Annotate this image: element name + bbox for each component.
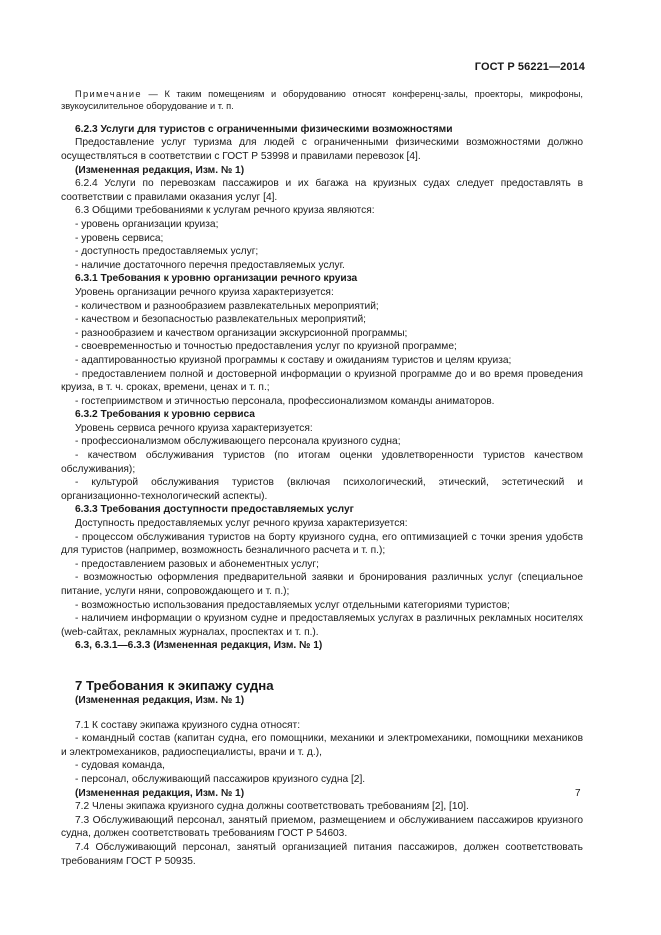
paragraph-7-1: 7.1 К составу экипажа круизного судна относят: [75, 719, 301, 731]
page-body [61, 88, 583, 868]
heading-6-3-3: 6.3.3 Требования доступности предоставляемых услуг [75, 504, 354, 516]
amendment-7-1: (Измененная редакция, Изм. № 1) [75, 787, 245, 799]
amendment-6-2-3: (Измененная редакция, Изм. № 1) [75, 164, 245, 176]
page-number: 7 [575, 788, 581, 799]
list-item: - предоставлением разовых и абонементных услуг; [75, 558, 319, 570]
note [61, 88, 583, 113]
paragraph-6-3: 6.3 Общими требованиями к услугам речного круиза являются: [75, 205, 375, 217]
paragraph-7-3: 7.3 Обслуживающий персонал, занятый приемом, размещением и обслуживанием пассажиров круизного судна, должен соответствовать требованиям ГОСТ Р 54603. [61, 814, 583, 840]
list-item: - командный состав (капитан судна, его помощники, механики и электромеханики, помощники механиков и электромехаников, радиоспециалисты, врачи и т. д.), [61, 733, 583, 758]
section-7-amendment: (Измененная редакция, Изм. № 1) [75, 694, 245, 706]
note-text: К таким помещениям и оборудованию относят конференц-залы, проекторы, микрофоны, звукоусилительное оборудование и т. п. [61, 89, 583, 112]
paragraph-6-3-1-intro: Уровень организации речного круиза характеризуется: [75, 286, 334, 298]
list-item: - доступность предоставляемых услуг; [75, 246, 259, 258]
paragraph-7-4: 7.4 Обслуживающий персонал, занятый организацией питания пассажиров, должен соответствовать требованиям ГОСТ Р 50935. [61, 841, 583, 867]
list-item: - гостеприимством и этичностью персонала, профессионализмом команды аниматоров. [75, 395, 495, 407]
list-item: - процессом обслуживания туристов на борту круизного судна, его оптимизацией с точки зрения удобств для туристов (например, возможность безналичного расчета и т. п.); [61, 531, 583, 557]
list-item: - возможностью оформления предварительной заявки и бронирования различных услуг (специальное питание, услуги няни, сопровождающего и т. п.); [61, 572, 583, 597]
paragraph-6-2-4: 6.2.4 Услуги по перевозкам пассажиров и их багажа на круизных судах следует предоставлять в соответствии с правилами оказания услуг [4]. [61, 178, 583, 203]
paragraph-6-2-3: Предоставление услуг туризма для людей с ограниченными физическими возможностями должно осуществляться в соответствии с ГОСТ Р 53998 и правилами перевозок [4]. [61, 137, 583, 162]
list-item: - адаптированностью круизной программы к составу и ожиданиям туристов и целям круиза; [75, 354, 512, 366]
section-gap [61, 653, 583, 677]
list-item: - своевременностью и точностью предоставления услуг по круизной программе; [75, 341, 457, 353]
heading-6-3-1: 6.3.1 Требования к уровню организации речного круиза [75, 273, 358, 285]
heading-6-3-2: 6.3.2 Требования к уровню сервиса [75, 409, 255, 421]
section-7-title: 7 Требования к экипажу судна [75, 677, 274, 693]
paragraph-6-3-3-intro: Доступность предоставляемых услуг речного круиза характеризуется: [75, 518, 408, 530]
list-item: - профессионализмом обслуживающего персонала круизного судна; [75, 436, 401, 448]
list-item: - качеством обслуживания туристов (по итогам оценки удовлетворенности туристов качеством обслуживания); [61, 450, 583, 475]
note-dash: — [141, 89, 165, 99]
heading-6-2-3: 6.2.3 Услуги для туристов с ограниченными физическими возможностями [75, 123, 453, 135]
list-item: - уровень организации круиза; [75, 218, 219, 230]
list-item: - персонал, обслуживающий пассажиров круизного судна [2]. [75, 773, 366, 785]
paragraph-6-3-2-intro: Уровень сервиса речного круиза характеризуется: [75, 422, 313, 434]
list-item: - наличием информации о круизном судне и предоставляемых услугах в различных рекламных носителях (web-сайтах, рекламных журналах, проспектах и т. п.). [61, 613, 583, 638]
amendment-6-3: 6.3, 6.3.1—6.3.3 (Измененная редакция, Изм. № 1) [75, 640, 323, 652]
list-item: - качеством и безопасностью развлекательных мероприятий; [75, 314, 366, 326]
list-item: - наличие достаточного перечня предоставляемых услуг. [75, 259, 345, 271]
list-item: - культурой обслуживания туристов (включая психологический, этический, эстетический и организационно-технологический аспекты). [61, 477, 583, 502]
list-item: - судовая команда, [75, 760, 165, 772]
list-item: - уровень сервиса; [75, 232, 164, 244]
list-item: - возможностью использования предоставляемых услуг отдельными категориями туристов; [75, 599, 510, 611]
list-item: - предоставлением полной и достоверной информации о круизной программе до и во время проведения круиза, в т. ч. сроках, времени, ценах и т. п.; [61, 368, 583, 394]
standard-code: ГОСТ Р 56221—2014 [474, 61, 585, 73]
list-item: - количеством и разнообразием развлекательных мероприятий; [75, 300, 379, 312]
list-item: - разнообразием и качеством организации экскурсионной программы; [75, 327, 408, 339]
note-label: Примечание [75, 89, 142, 99]
paragraph-7-2: 7.2 Члены экипажа круизного судна должны соответствовать требованиям [2], [10]. [75, 801, 469, 813]
